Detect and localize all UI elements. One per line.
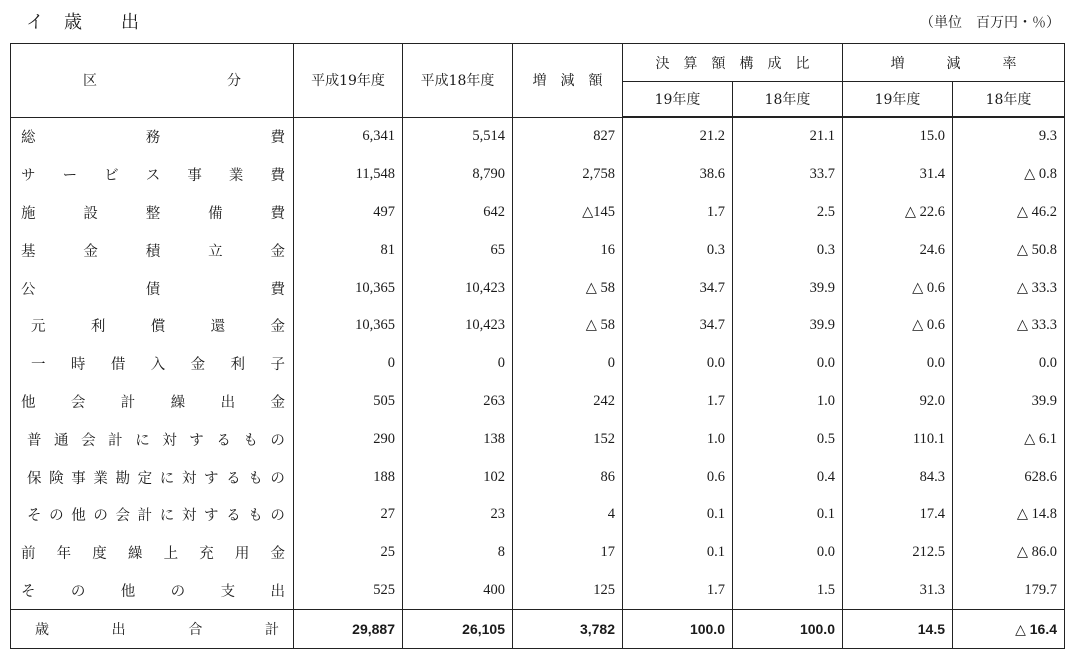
row-label: 元 利 償 還 金	[31, 319, 285, 336]
cell-change: 827	[513, 117, 623, 156]
cell-ratio19: 100.0	[623, 610, 733, 649]
cell-ratio18: 0.0	[733, 534, 843, 572]
cell-ratio19: 34.7	[623, 269, 733, 307]
cell-rate19: 84.3	[843, 458, 953, 496]
header-category-char: 分	[227, 73, 241, 90]
table-row	[11, 420, 1065, 458]
cell-ratio19: 38.6	[623, 156, 733, 194]
cell-change: △ 58	[513, 307, 623, 345]
cell-rate19: 14.5	[843, 610, 953, 649]
cell-rate18: △ 33.3	[953, 269, 1065, 307]
cell-rate18: 628.6	[953, 458, 1065, 496]
cell-fy19: 10,365	[294, 269, 403, 307]
row-label: 保 険 事 業 勘 定 に 対 す る も の	[27, 470, 285, 487]
header-category	[11, 44, 294, 118]
cell-rate18: △ 50.8	[953, 231, 1065, 269]
cell-ratio19: 0.1	[623, 496, 733, 534]
cell-fy19: 27	[294, 496, 403, 534]
header-ratio-group: 決 算 額 構 成 比	[623, 44, 843, 82]
row-label-cell	[11, 534, 294, 572]
cell-rate18: △ 46.2	[953, 194, 1065, 232]
cell-fy18: 26,105	[403, 610, 513, 649]
cell-ratio19: 0.0	[623, 345, 733, 383]
cell-fy19: 11,548	[294, 156, 403, 194]
cell-fy19: 525	[294, 572, 403, 610]
cell-ratio18: 1.0	[733, 383, 843, 421]
cell-ratio19: 1.7	[623, 572, 733, 610]
cell-rate19: 0.0	[843, 345, 953, 383]
row-label-cell	[11, 458, 294, 496]
cell-fy18: 10,423	[403, 307, 513, 345]
table-row	[11, 534, 1065, 572]
table-row	[11, 194, 1065, 232]
cell-rate18: △ 86.0	[953, 534, 1065, 572]
row-label: 歳 出 合 計	[35, 621, 279, 638]
table-row	[11, 572, 1065, 610]
cell-ratio18: 0.4	[733, 458, 843, 496]
cell-fy19: 0	[294, 345, 403, 383]
row-label-cell	[11, 156, 294, 194]
cell-fy18: 102	[403, 458, 513, 496]
cell-ratio19: 21.2	[623, 117, 733, 156]
row-label-cell	[11, 307, 294, 345]
cell-rate19: 24.6	[843, 231, 953, 269]
table-row	[11, 458, 1065, 496]
cell-ratio19: 0.3	[623, 231, 733, 269]
cell-ratio19: 1.7	[623, 383, 733, 421]
cell-ratio18: 0.1	[733, 496, 843, 534]
cell-rate19: 15.0	[843, 117, 953, 156]
unit-note: （単位 百万円・％）	[920, 15, 1060, 31]
cell-rate19: △ 0.6	[843, 269, 953, 307]
cell-rate19: 92.0	[843, 383, 953, 421]
header-rate-19: 19年度	[843, 82, 953, 118]
cell-change: 17	[513, 534, 623, 572]
cell-ratio18: 100.0	[733, 610, 843, 649]
cell-rate19: 31.3	[843, 572, 953, 610]
row-label-cell	[11, 383, 294, 421]
row-label-cell	[11, 345, 294, 383]
cell-change: 86	[513, 458, 623, 496]
row-label-cell	[11, 194, 294, 232]
row-label: 施 設 整 備 費	[21, 205, 285, 222]
row-label: そ の 他 の 会 計 に 対 す る も の	[27, 508, 285, 525]
row-label: 公 債 費	[21, 281, 285, 298]
table-body	[11, 117, 1065, 649]
row-label-cell	[11, 117, 294, 156]
header-category-text	[11, 70, 293, 90]
cell-rate19: 212.5	[843, 534, 953, 572]
cell-fy19: 290	[294, 420, 403, 458]
cell-fy18: 0	[403, 345, 513, 383]
row-label: 総 務 費	[21, 130, 285, 147]
cell-ratio18: 39.9	[733, 307, 843, 345]
cell-fy19: 81	[294, 231, 403, 269]
row-label: 普 通 会 計 に 対 す る も の	[27, 432, 285, 449]
row-label-cell	[11, 496, 294, 534]
cell-ratio18: 21.1	[733, 117, 843, 156]
cell-fy18: 642	[403, 194, 513, 232]
header-category-char: 区	[83, 73, 97, 90]
cell-change: △ 58	[513, 269, 623, 307]
cell-fy18: 138	[403, 420, 513, 458]
row-label-cell	[11, 572, 294, 610]
cell-fy19: 29,887	[294, 610, 403, 649]
cell-fy19: 497	[294, 194, 403, 232]
cell-ratio18: 0.0	[733, 345, 843, 383]
table-row	[11, 345, 1065, 383]
cell-rate19: 110.1	[843, 420, 953, 458]
cell-rate19: 17.4	[843, 496, 953, 534]
row-label-cell	[11, 269, 294, 307]
expenditure-table	[10, 43, 1065, 649]
cell-change: 125	[513, 572, 623, 610]
table-row	[11, 269, 1065, 307]
cell-change: 3,782	[513, 610, 623, 649]
cell-rate18: 179.7	[953, 572, 1065, 610]
table-row	[11, 383, 1065, 421]
header-rate-group: 増 減 率	[843, 44, 1065, 82]
row-label-cell	[11, 420, 294, 458]
cell-fy18: 400	[403, 572, 513, 610]
cell-rate18: △ 6.1	[953, 420, 1065, 458]
table-header	[11, 44, 1065, 118]
cell-rate18: △ 14.8	[953, 496, 1065, 534]
cell-fy19: 505	[294, 383, 403, 421]
cell-fy19: 25	[294, 534, 403, 572]
cell-rate18: 0.0	[953, 345, 1065, 383]
row-label: 一 時 借 入 金 利 子	[31, 357, 285, 374]
row-label-cell	[11, 610, 294, 649]
cell-change: 2,758	[513, 156, 623, 194]
cell-ratio18: 39.9	[733, 269, 843, 307]
cell-rate19: △ 22.6	[843, 194, 953, 232]
cell-change: 242	[513, 383, 623, 421]
cell-ratio19: 1.0	[623, 420, 733, 458]
cell-rate18: 39.9	[953, 383, 1065, 421]
cell-fy19: 10,365	[294, 307, 403, 345]
cell-rate18: 9.3	[953, 117, 1065, 156]
table-row	[11, 156, 1065, 194]
header-fy19: 平成19年度	[294, 44, 403, 118]
cell-fy18: 8	[403, 534, 513, 572]
table-row	[11, 117, 1065, 156]
cell-ratio19: 0.6	[623, 458, 733, 496]
cell-ratio19: 0.1	[623, 534, 733, 572]
cell-ratio19: 34.7	[623, 307, 733, 345]
cell-fy18: 10,423	[403, 269, 513, 307]
cell-rate18: △ 16.4	[953, 610, 1065, 649]
header-change: 増 減 額	[513, 44, 623, 118]
row-label: 基 金 積 立 金	[21, 243, 285, 260]
row-label: 前 年 度 繰 上 充 用 金	[21, 546, 285, 563]
cell-change: 0	[513, 345, 623, 383]
cell-rate18: △ 0.8	[953, 156, 1065, 194]
cell-change: 152	[513, 420, 623, 458]
header-fy18: 平成18年度	[403, 44, 513, 118]
cell-fy18: 8,790	[403, 156, 513, 194]
cell-ratio19: 1.7	[623, 194, 733, 232]
cell-fy18: 263	[403, 383, 513, 421]
cell-rate19: △ 0.6	[843, 307, 953, 345]
cell-ratio18: 0.3	[733, 231, 843, 269]
cell-ratio18: 1.5	[733, 572, 843, 610]
table-row	[11, 496, 1065, 534]
cell-ratio18: 0.5	[733, 420, 843, 458]
row-label-cell	[11, 231, 294, 269]
cell-fy19: 188	[294, 458, 403, 496]
cell-fy18: 5,514	[403, 117, 513, 156]
header-ratio-19: 19年度	[623, 82, 733, 118]
cell-fy18: 23	[403, 496, 513, 534]
cell-ratio18: 2.5	[733, 194, 843, 232]
cell-rate18: △ 33.3	[953, 307, 1065, 345]
section-title: イ 歳 出	[26, 12, 140, 33]
cell-fy18: 65	[403, 231, 513, 269]
cell-change: 4	[513, 496, 623, 534]
table-row	[11, 231, 1065, 269]
cell-change: △145	[513, 194, 623, 232]
table-row	[11, 307, 1065, 345]
cell-ratio18: 33.7	[733, 156, 843, 194]
table-row	[11, 610, 1065, 649]
cell-rate19: 31.4	[843, 156, 953, 194]
row-label: 他 会 計 繰 出 金	[21, 394, 285, 411]
cell-fy19: 6,341	[294, 117, 403, 156]
cell-change: 16	[513, 231, 623, 269]
header-rate-18: 18年度	[953, 82, 1065, 118]
row-label: サ ー ビ ス 事 業 費	[21, 168, 285, 185]
header-ratio-18: 18年度	[733, 82, 843, 118]
row-label: そ の 他 の 支 出	[21, 583, 285, 600]
